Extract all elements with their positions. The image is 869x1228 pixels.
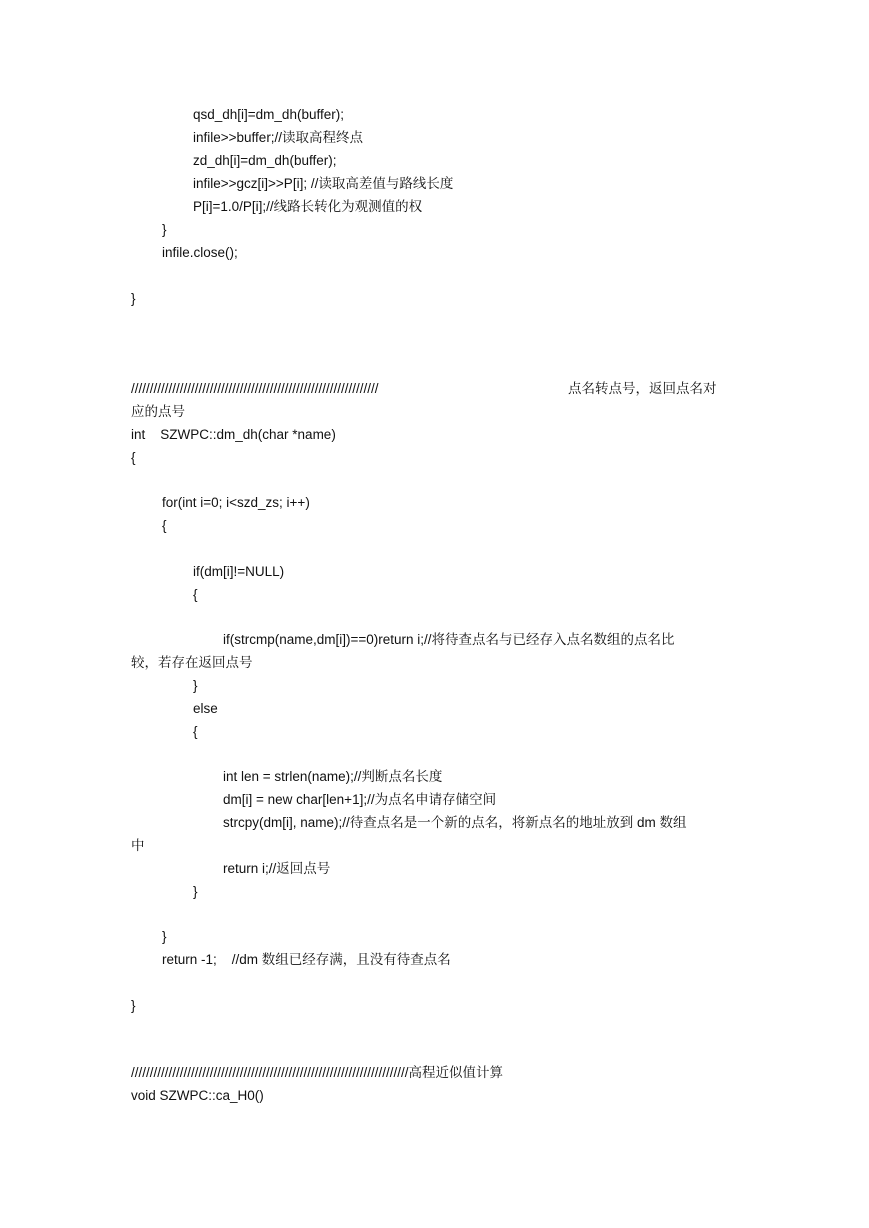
code-line: return -1; //dm 数组已经存满，且没有待查点名 [162,952,451,967]
code-line: { [193,587,198,602]
code-line: for(int i=0; i<szd_zs; i++) [162,495,310,510]
code-line: { [162,518,167,533]
comment-divider: ////////////////////////////////////////////////////////////////// [131,381,379,396]
code-line-wrap: 较，若存在返回点号 [131,655,253,671]
code-line: return i;//返回点号 [223,861,331,876]
code-line: infile>>buffer;//读取高程终点 [193,130,364,145]
code-line: if(dm[i]!=NULL) [193,564,285,579]
comment-text: 点名转点号，返回点名对 [568,381,717,397]
code-line: } [193,884,198,899]
code-line: qsd_dh[i]=dm_dh(buffer); [193,107,344,122]
code-line: } [162,929,167,944]
code-line: } [193,678,198,693]
function-signature: void SZWPC::ca_H0() [131,1088,264,1103]
code-line: else [193,701,218,716]
code-line: { [193,724,198,739]
code-line: P[i]=1.0/P[i];//线路长转化为观测值的权 [193,199,423,214]
code-line: dm[i] = new char[len+1];//为点名申请存储空间 [223,792,497,807]
function-signature: int SZWPC::dm_dh(char *name) [131,427,336,442]
code-line: { [131,450,136,465]
code-line: strcpy(dm[i], name);//待查点名是一个新的点名，将新点名的地址放到 dm 数组 [223,815,687,830]
code-line: infile>>gcz[i]>>P[i]; //读取高差值与路线长度 [193,176,454,191]
comment-divider: //////////////////////////////////////////////////////////////////////////高程近似值计算 [131,1065,504,1080]
code-line: if(strcmp(name,dm[i])==0)return i;//将待查点名与已经存入点名数组的点名比 [223,632,675,647]
code-line: } [131,998,136,1013]
comment-text: 应的点号 [131,404,185,420]
code-line: infile.close(); [162,245,238,260]
code-line: int len = strlen(name);//判断点名长度 [223,769,443,784]
code-line: } [131,291,136,306]
code-line: zd_dh[i]=dm_dh(buffer); [193,153,337,168]
code-line-wrap: 中 [131,838,145,854]
code-line: } [162,222,167,237]
